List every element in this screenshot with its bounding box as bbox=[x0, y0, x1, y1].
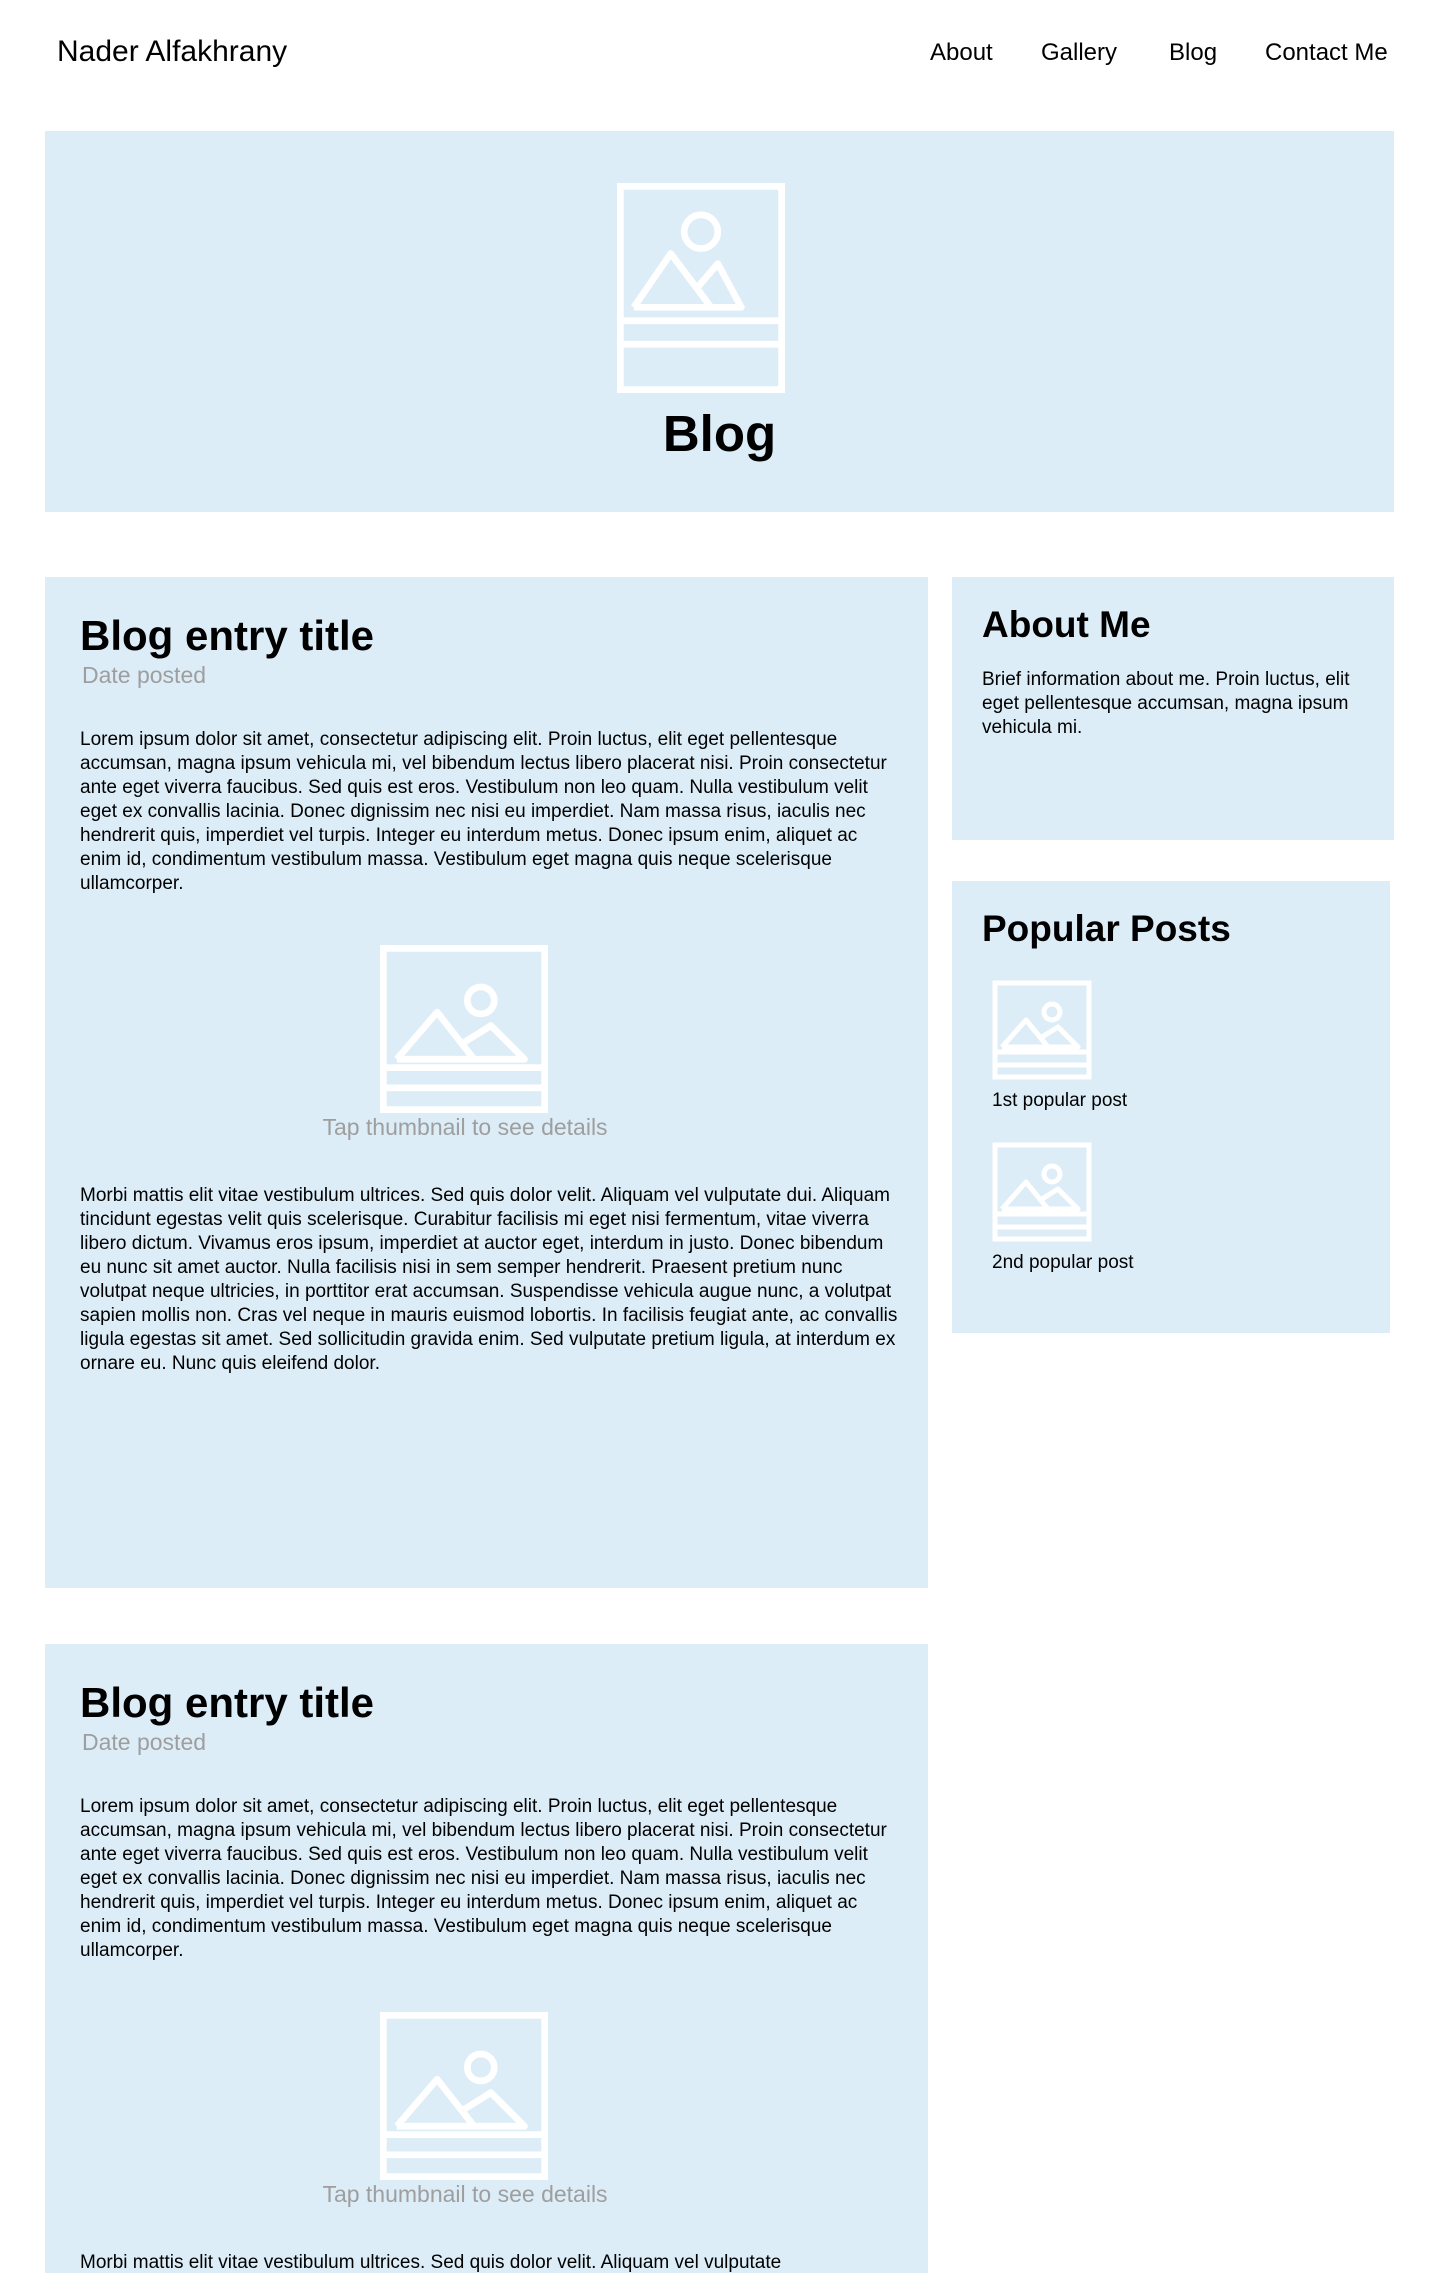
post-date: Date posted bbox=[82, 1729, 207, 1755]
post-thumbnail-icon[interactable] bbox=[380, 2012, 548, 2180]
site-title[interactable]: Nader Alfakhrany bbox=[57, 35, 288, 68]
nav-blog[interactable]: Blog bbox=[1169, 39, 1218, 66]
main-nav bbox=[0, 38, 1440, 68]
popular-posts-card bbox=[952, 881, 1390, 1333]
post-body: Lorem ipsum dolor sit amet, consectetur adipiscing elit. Proin luctus, elit eget pellentesque accumsan, magna ipsum vehicula mi, vel bibendum lectus libero placerat nisi. Proin consectetur ante eget viverra faucibus. Sed quis est eros. Vestibulum non leo quam. Nulla vestibulum velit eget ex convallis lacinia. Donec dignissim nec nisi eu imperdiet. Nam massa risus, iaculis nec hendrerit quis, imperdiet vel turpis. Integer eu interdum metus. Donec ipsum enim, aliquet ac enim id, condimentum vestibulum massa. Vestibulum eget magna quis neque scelerisque ullamcorper. bbox=[80, 729, 887, 894]
popular-posts-heading: Popular Posts bbox=[982, 908, 1231, 949]
popular-post-thumbnail-icon[interactable] bbox=[992, 980, 1092, 1080]
page-title: Blog bbox=[662, 405, 777, 462]
post-title[interactable]: Blog entry title bbox=[80, 612, 375, 659]
about-me-card bbox=[952, 577, 1394, 840]
nav-about[interactable]: About bbox=[930, 39, 993, 66]
blog-post bbox=[45, 1644, 928, 2273]
popular-post-thumbnail-icon[interactable] bbox=[992, 1142, 1092, 1242]
post-body: Morbi mattis elit vitae vestibulum ultrices. Sed quis dolor velit. Aliquam vel vulputate dui. Aliquam tincidunt egestas velit quis scelerisque. Curabitur facilisis mi eget nisi fermentum, vitae viverra libero dictum. Vivamus eros ipsum, imperdiet at auctor eget, interdum in justo. Donec bibendum eu nunc sit amet auctor. Nulla facilisis nisi in sem semper hendrerit. Praesent pretium nunc volutpat neque ultricies, in porttitor erat accumsan. Suspendisse vehicula augue nunc, a volutpat sapien mollis non. Cras vel neque in mauris euismod lobortis. In facilisis feugiat ante, ac convallis ligula egestas sit amet. Sed sollicitudin gravida enim. Sed vulputate pretium ligula, at interdum ex ornare eu. Nunc quis eleifend dolor. bbox=[80, 1185, 898, 1374]
thumbnail-caption: Tap thumbnail to see details bbox=[322, 2181, 608, 2207]
post-body: Morbi mattis elit vitae vestibulum ultrices. Sed quis dolor velit. Aliquam vel vulputate bbox=[80, 2252, 782, 2273]
hero-banner bbox=[45, 131, 1394, 512]
thumbnail-caption: Tap thumbnail to see details bbox=[322, 1114, 608, 1140]
popular-post-label[interactable]: 1st popular post bbox=[992, 1090, 1128, 1111]
about-me-heading: About Me bbox=[982, 604, 1151, 645]
nav-gallery[interactable]: Gallery bbox=[1041, 39, 1118, 66]
popular-post-label[interactable]: 2nd popular post bbox=[992, 1252, 1134, 1273]
post-title[interactable]: Blog entry title bbox=[80, 1679, 375, 1726]
post-date: Date posted bbox=[82, 662, 207, 688]
blog-post bbox=[45, 577, 928, 1588]
nav-contact-me[interactable]: Contact Me bbox=[1265, 39, 1388, 66]
post-body: Lorem ipsum dolor sit amet, consectetur adipiscing elit. Proin luctus, elit eget pellentesque accumsan, magna ipsum vehicula mi, vel bibendum lectus libero placerat nisi. Proin consectetur ante eget viverra faucibus. Sed quis est eros. Vestibulum non leo quam. Nulla vestibulum velit eget ex convallis lacinia. Donec dignissim nec nisi eu imperdiet. Nam massa risus, iaculis nec hendrerit quis, imperdiet vel turpis. Integer eu interdum metus. Donec ipsum enim, aliquet ac enim id, condimentum vestibulum massa. Vestibulum eget magna quis neque scelerisque ullamcorper. bbox=[80, 1796, 887, 1961]
about-me-text: Brief information about me. Proin luctus, elit eget pellentesque accumsan, magna ipsum vehicula mi. bbox=[982, 669, 1350, 738]
popular-post-item[interactable] bbox=[992, 1142, 1134, 1275]
image-placeholder-icon bbox=[617, 183, 785, 393]
popular-post-item[interactable] bbox=[992, 980, 1127, 1113]
post-thumbnail-icon[interactable] bbox=[380, 945, 548, 1113]
